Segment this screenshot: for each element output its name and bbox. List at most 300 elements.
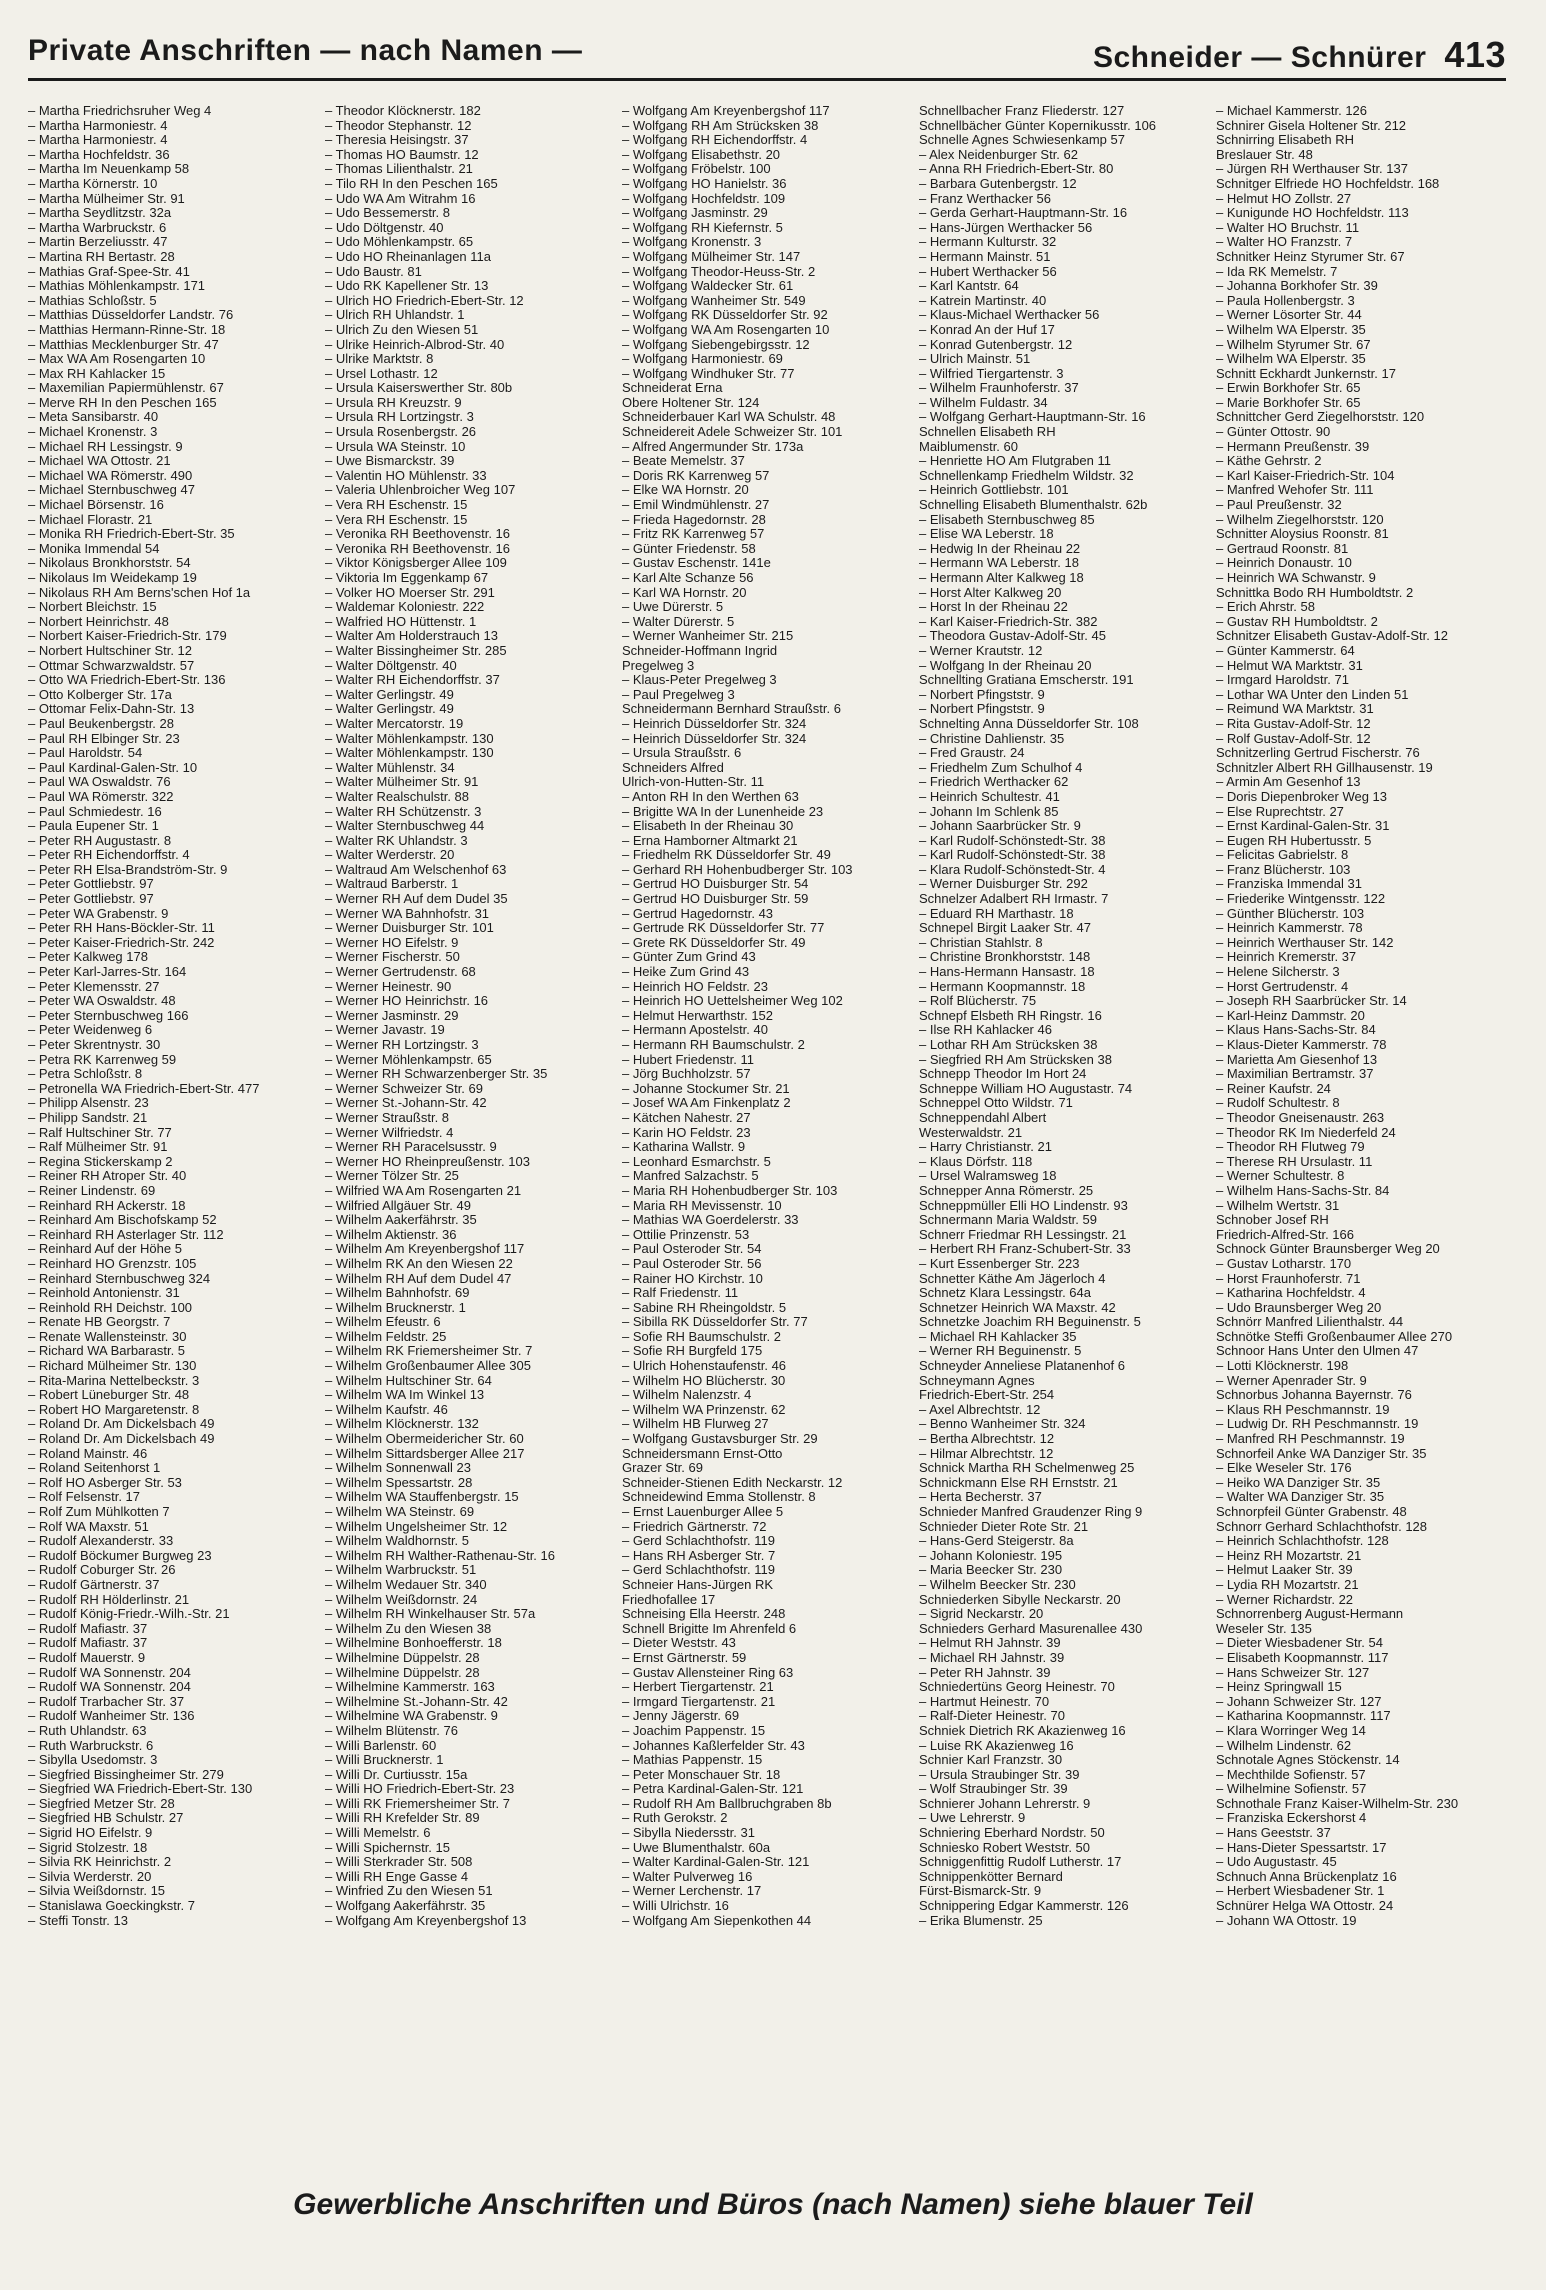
list-item: – Rudolf Wanheimer Str. 136 [28, 1709, 195, 1724]
list-item: – Wolfgang RK Düsseldorfer Str. 92 [622, 308, 828, 323]
list-item: – Herbert RH Franz-Schubert-Str. 33 [919, 1242, 1131, 1257]
list-item: – Werner Möhlenkampstr. 65 [325, 1052, 492, 1067]
list-item: – Willi RH Enge Gasse 4 [325, 1869, 469, 1884]
list-item: – Theresia Heisingstr. 37 [325, 133, 469, 148]
list-item: – Christine Dahlienstr. 35 [919, 731, 1065, 746]
list-item: – Lydia RH Mozartstr. 21 [1216, 1577, 1359, 1592]
list-item: – Horst Alter Kalkweg 20 [919, 585, 1062, 600]
list-item: Schnellenkamp Friedhelm Wildstr. 32 [919, 468, 1134, 483]
list-item: – Harry Christianstr. 21 [919, 1140, 1052, 1155]
list-item: – Max WA Am Rosengarten 10 [28, 352, 206, 367]
list-item: Schnell Brigitte Im Ahrenfeld 6 [622, 1621, 797, 1636]
list-item: – Martha Körnerstr. 10 [28, 176, 158, 191]
list-item: – Ida RK Memelstr. 7 [1216, 264, 1338, 279]
list-item: Schnermann Maria Waldstr. 59 [919, 1213, 1097, 1228]
list-item: – Werner Wanheimer Str. 215 [622, 629, 794, 644]
list-item: – Udo HO Rheinanlagen 11a [325, 249, 491, 264]
list-item: – Herta Becherstr. 37 [919, 1490, 1042, 1505]
list-item: Schneiders Alfred [622, 760, 724, 775]
list-item: – Klara Worringer Weg 14 [1216, 1723, 1366, 1738]
list-item: – Johann Koloniestr. 195 [919, 1548, 1063, 1563]
list-item: – Werner Duisburger Str. 101 [325, 921, 494, 936]
list-item: – Monika RH Friedrich-Ebert-Str. 35 [28, 527, 235, 542]
list-item: – Stanislawa Goeckingkstr. 7 [28, 1899, 195, 1914]
list-item: – Paul Preußenstr. 32 [1216, 498, 1342, 513]
list-item: Schnieders Gerhard Masurenallee 430 [919, 1621, 1143, 1636]
list-item: – Wilhelm Aakerfährstr. 35 [325, 1213, 477, 1228]
list-item: – Wilhelm RK Friemersheimer Str. 7 [325, 1344, 533, 1359]
list-item: – Vera RH Eschenstr. 15 [325, 498, 468, 513]
list-item: Schnoor Hans Unter den Ulmen 47 [1216, 1344, 1419, 1359]
list-item: – Lothar RH Am Strücksken 38 [919, 1038, 1098, 1052]
list-item: Pregelweg 3 [622, 658, 695, 673]
list-item: – Ursula Kaiserswerther Str. 80b [325, 381, 513, 396]
list-item: – Michael RH Lessingstr. 9 [28, 439, 183, 454]
list-item: – Martin Berzeliusstr. 47 [28, 235, 168, 250]
list-item: – Elisabeth Sternbuschweg 85 [919, 512, 1095, 527]
list-item: – Wilhelm RK An den Wiesen 22 [325, 1256, 513, 1271]
list-item: – Wilhelm Kaufstr. 46 [325, 1402, 448, 1417]
list-item: – Martina RH Bertastr. 28 [28, 249, 175, 264]
list-item: – Wilhelm Zu den Wiesen 38 [325, 1621, 492, 1636]
list-item: – Ulrike Marktstr. 8 [325, 352, 434, 367]
list-item: – Max RH Kahlacker 15 [28, 366, 166, 381]
list-item: Schnepp Theodor Im Hort 24 [919, 1067, 1087, 1082]
list-item: – Kurt Essenberger Str. 223 [919, 1256, 1080, 1271]
list-item: – Josef WA Am Finkenplatz 2 [622, 1096, 791, 1111]
list-item: – Walter WA Danziger Str. 35 [1216, 1490, 1385, 1505]
list-item: – Ursula RH Kreuzstr. 9 [325, 395, 462, 410]
list-item: Schniederken Sibylle Neckarstr. 20 [919, 1592, 1121, 1607]
list-item: – Udo Bessemerstr. 8 [325, 206, 450, 221]
list-item: – Marie Borkhofer Str. 65 [1216, 395, 1361, 410]
list-item: – Michael RH Kahlacker 35 [919, 1329, 1077, 1344]
list-item: Schnitzerling Gertrud Fischerstr. 76 [1216, 746, 1420, 761]
list-item: Schneidermann Bernhard Straußstr. 6 [622, 702, 841, 717]
list-item: – Norbert Hultschiner Str. 12 [28, 643, 193, 658]
list-item: Fürst-Bismarck-Str. 9 [919, 1884, 1042, 1899]
list-item: – Klaus-Dieter Kammerstr. 78 [1216, 1038, 1387, 1052]
list-item: – Rudolf Coburger Str. 26 [28, 1563, 176, 1578]
list-item: – Wilhelmine St.-Johann-Str. 42 [325, 1694, 508, 1709]
list-item: – Wolfgang Jasminstr. 29 [622, 206, 768, 221]
list-item: – Richard WA Barbarastr. 5 [28, 1344, 186, 1359]
list-item: – Werner Apenrader Str. 9 [1216, 1373, 1367, 1388]
list-item: – Sigrid Neckarstr. 20 [919, 1607, 1044, 1622]
list-item: – Willi Sterkrader Str. 508 [325, 1855, 473, 1870]
list-item: Schnürer Helga WA Ottostr. 24 [1216, 1899, 1394, 1914]
list-item: – Wilhelm Beecker Str. 230 [919, 1577, 1076, 1592]
list-item: – Heinrich Donaustr. 10 [1216, 556, 1352, 571]
list-item: – Klaus Dörfstr. 118 [919, 1154, 1033, 1169]
list-item: – Wolfgang WA Am Rosengarten 10 [622, 322, 830, 337]
list-item: – Rudolf RH Am Ballbruchgraben 8b [622, 1796, 832, 1811]
list-item: – Walter HO Franzstr. 7 [1216, 235, 1353, 250]
list-item: – Paul WA Römerstr. 322 [28, 789, 174, 804]
list-item: – Wilhelm Waldhornstr. 5 [325, 1534, 470, 1549]
list-item: – Felicitas Gabrielstr. 8 [1216, 848, 1349, 863]
list-item: – Johanne Stockumer Str. 21 [622, 1081, 790, 1096]
list-item: – Walter Pulverweg 16 [622, 1869, 753, 1884]
list-item: – Hans-Gerd Steigerstr. 8a [919, 1534, 1074, 1549]
list-item: – Konrad An der Huf 17 [919, 322, 1055, 337]
list-item: – Rudolf RH Hölderlinstr. 21 [28, 1592, 190, 1607]
list-item: – Wilhelm Obermeidericher Str. 60 [325, 1432, 524, 1447]
list-item: – Karl Rudolf-Schönstedt-Str. 38 [919, 833, 1106, 848]
list-item: – Hans Geeststr. 37 [1216, 1826, 1331, 1841]
list-item: – Uwe Dürerstr. 5 [622, 600, 724, 615]
list-item: – Otto Kolberger Str. 17a [28, 687, 172, 702]
list-item: – Karl Alte Schanze 56 [622, 571, 754, 585]
list-item: – Heinrich Kremerstr. 37 [1216, 950, 1357, 965]
list-item: – Reinhard RH Ackerstr. 18 [28, 1198, 186, 1213]
list-item: – Jenny Jägerstr. 69 [622, 1709, 740, 1724]
list-item: Schnetter Käthe Am Jägerloch 4 [919, 1271, 1106, 1286]
list-item: – Ulrich RH Uhlandstr. 1 [325, 308, 465, 323]
list-item: – Wilhelm Warbruckstr. 51 [325, 1563, 477, 1578]
list-item: – Katrein Martinstr. 40 [919, 293, 1047, 308]
list-item: – Viktoria Im Eggenkamp 67 [325, 571, 489, 585]
list-item: – Wilhelm Styrumer Str. 67 [1216, 337, 1371, 352]
list-item: Schnothale Franz Kaiser-Wilhelm-Str. 230 [1216, 1796, 1459, 1811]
list-item: – Sofie RH Burgfeld 175 [622, 1344, 763, 1359]
list-item: – Norbert Bleichstr. 15 [28, 600, 157, 615]
list-item: – Karl Rudolf-Schönstedt-Str. 38 [919, 848, 1106, 863]
list-item: – Wilhelm Brucknerstr. 1 [325, 1300, 466, 1315]
list-item: – Maria RH Mevissenstr. 10 [622, 1198, 782, 1213]
list-item: – Siegfried Bissingheimer Str. 279 [28, 1767, 224, 1782]
list-item: – Wilfried WA Am Rosengarten 21 [325, 1183, 522, 1198]
list-item: – Uwe Lehrerstr. 9 [919, 1811, 1026, 1826]
list-item: – Ilse RH Kahlacker 46 [919, 1023, 1052, 1038]
list-item: – Wolfgang Mülheimer Str. 147 [622, 249, 801, 264]
list-item: – Norbert Pfingststr. 9 [919, 687, 1045, 702]
list-item: Westerwaldstr. 21 [919, 1125, 1023, 1140]
list-item: – Sibylla Usedomstr. 3 [28, 1753, 158, 1768]
list-item: – Siegfried HB Schulstr. 27 [28, 1811, 184, 1826]
list-item: – Wolfgang In der Rheinau 20 [919, 658, 1092, 673]
list-item: – Joachim Pappenstr. 15 [622, 1723, 766, 1738]
list-item: – Heinrich Schlachthofstr. 128 [1216, 1534, 1389, 1549]
list-item: – Rolf WA Maxstr. 51 [28, 1519, 149, 1534]
list-item: – Peter RH Augustastr. 8 [28, 833, 172, 848]
list-item: – Reinhard RH Asterlager Str. 112 [28, 1227, 224, 1242]
list-item: Schnörr Manfred Lilienthalstr. 44 [1216, 1315, 1404, 1330]
list-item: – Paul Schmiedestr. 16 [28, 804, 162, 819]
list-item: – Wilhelm Ziegelhorststr. 120 [1216, 512, 1384, 527]
list-item: – Willi HO Friedrich-Ebert-Str. 23 [325, 1782, 515, 1797]
list-item: – Werner Heinestr. 90 [325, 979, 452, 994]
list-item: – Wilhelm Feldstr. 25 [325, 1329, 447, 1344]
running-title: Private Anschriften — nach Namen — [28, 34, 583, 67]
list-item: – Peter RH Hans-Böckler-Str. 11 [28, 921, 215, 936]
list-item: Schnieder Manfred Graudenzer Ring 9 [919, 1505, 1143, 1519]
list-item: – Peter WA Oswaldstr. 48 [28, 994, 176, 1009]
list-item: – Theodor RH Flutweg 79 [1216, 1140, 1365, 1155]
list-item: Schnorpfeil Günter Grabenstr. 48 [1216, 1505, 1407, 1519]
list-item: – Brigitte WA In der Lunenheide 23 [622, 804, 824, 819]
list-item: – Walter HO Bruchstr. 11 [1216, 220, 1360, 235]
list-item: – Gerd Schlachthofstr. 119 [622, 1534, 775, 1549]
list-item: – Karl-Heinz Dammstr. 20 [1216, 1008, 1365, 1023]
list-item: – Peter Skrentnystr. 30 [28, 1038, 161, 1052]
list-item: – Ottilie Prinzenstr. 53 [622, 1227, 750, 1242]
list-item: – Werner Wilfriedstr. 4 [325, 1125, 454, 1140]
list-item: – Ernst Kardinal-Galen-Str. 31 [1216, 819, 1390, 834]
list-item: – Hubert Friedenstr. 11 [622, 1052, 754, 1067]
list-item: – Wilhelm Wertstr. 31 [1216, 1198, 1340, 1213]
list-item: – Werner Tölzer Str. 25 [325, 1169, 459, 1184]
list-item: – Rudolf Mauerstr. 9 [28, 1650, 146, 1665]
list-item: – Heinrich Kammerstr. 78 [1216, 921, 1363, 936]
list-item: – Roland Mainstr. 46 [28, 1446, 148, 1461]
list-item: Schniesko Robert Weststr. 50 [919, 1840, 1091, 1855]
list-item: – Wilhelm Aktienstr. 36 [325, 1227, 457, 1242]
list-item: – Benno Wanheimer Str. 324 [919, 1417, 1086, 1432]
list-item: – Hans-Dieter Spessartstr. 17 [1216, 1840, 1387, 1855]
list-item: – Monika Immendal 54 [28, 541, 160, 556]
list-item: – Heinz RH Mozartstr. 21 [1216, 1548, 1362, 1563]
list-item: – Christine Bronkhorststr. 148 [919, 950, 1091, 965]
list-item: – Joseph RH Saarbrücker Str. 14 [1216, 994, 1407, 1009]
list-item: – Ulrich Zu den Wiesen 51 [325, 322, 479, 337]
list-item: – Siegfried RH Am Strücksken 38 [919, 1052, 1112, 1067]
list-item: – Martha Harmoniestr. 4 [28, 133, 168, 148]
list-item: – Wilhelm WA Prinzenstr. 62 [622, 1402, 786, 1417]
page-number: 413 [1444, 34, 1506, 75]
list-item: – Helmut HO Zollstr. 27 [1216, 191, 1352, 206]
list-item: – Friedhelm Zum Schulhof 4 [919, 760, 1083, 775]
list-item: – Martha Harmoniestr. 4 [28, 118, 168, 133]
list-item: – Martha Mülheimer Str. 91 [28, 191, 185, 206]
list-item: – Wolfgang Am Kreyenbergshof 117 [622, 104, 830, 118]
list-item: – Wilhelmine Düppelstr. 28 [325, 1665, 480, 1680]
list-item: – Ulrich Mainstr. 51 [919, 352, 1031, 367]
list-item: – Peter WA Grabenstr. 9 [28, 906, 169, 921]
list-item: – Werner HO Heinrichstr. 16 [325, 994, 489, 1009]
list-item: – Valentin HO Mühlenstr. 33 [325, 468, 487, 483]
list-item: Grazer Str. 69 [622, 1461, 703, 1476]
list-item: – Wolfgang Kronenstr. 3 [622, 235, 762, 250]
list-item: – Hans-Jürgen Werthacker 56 [919, 220, 1093, 235]
list-item: – Renate HB Georgstr. 7 [28, 1315, 171, 1330]
list-item: – Theodora Gustav-Adolf-Str. 45 [919, 629, 1106, 644]
list-item: – Willi RH Krefelder Str. 89 [325, 1811, 480, 1826]
list-item: – Michael Sternbuschweg 47 [28, 483, 195, 498]
list-item: – Ralf Mülheimer Str. 91 [28, 1140, 168, 1155]
list-item: Schnitt Eckhardt Junkernstr. 17 [1216, 366, 1396, 381]
list-item: – Thomas HO Baumstr. 12 [325, 147, 479, 162]
list-item: – Ottomar Felix-Dahn-Str. 13 [28, 702, 195, 717]
list-item: – Nikolaus Im Weidekamp 19 [28, 571, 197, 585]
list-item: – Wilhelm Hans-Sachs-Str. 84 [1216, 1183, 1390, 1198]
list-item: – Petronella WA Friedrich-Ebert-Str. 477 [28, 1081, 260, 1096]
list-item: – Wilhelm WA Stauffenbergstr. 15 [325, 1490, 519, 1505]
list-item: – Günter Zum Grind 43 [622, 950, 756, 965]
list-item: – Rainer HO Kirchstr. 10 [622, 1271, 763, 1286]
list-item: Schnitzler Albert RH Gillhausenstr. 19 [1216, 760, 1433, 775]
column-1 [28, 104, 315, 2154]
list-item: Schniek Dietrich RK Akazienweg 16 [919, 1723, 1126, 1738]
list-item: Schnorfeil Anke WA Danziger Str. 35 [1216, 1446, 1427, 1461]
list-item: – Rolf Zum Mühlkotten 7 [28, 1505, 170, 1519]
list-item: – Irmgard Haroldstr. 71 [1216, 673, 1349, 688]
list-item: – Tilo RH In den Peschen 165 [325, 176, 498, 191]
list-item: – Walter Werderstr. 20 [325, 848, 455, 863]
list-item: – Hermann Apostelstr. 40 [622, 1023, 768, 1038]
list-item: – Reinhold RH Deichstr. 100 [28, 1300, 193, 1315]
list-item: – Steffi Tonstr. 13 [28, 1913, 128, 1928]
list-item: – Mathias Schloßstr. 5 [28, 293, 157, 308]
list-item: – Norbert Pfingststr. 9 [919, 702, 1045, 717]
list-item: – Hermann Alter Kalkweg 18 [919, 571, 1084, 585]
list-item: Schneising Ella Heerstr. 248 [622, 1607, 786, 1622]
list-item: – Regina Stickerskamp 2 [28, 1154, 173, 1169]
list-item: – Rolf HO Asberger Str. 53 [28, 1475, 182, 1490]
list-item: – Konrad Gutenbergstr. 12 [919, 337, 1073, 352]
list-item: – Silvia Weißdornstr. 15 [28, 1884, 166, 1899]
list-item: – Franziska Eckershorst 4 [1216, 1811, 1367, 1826]
list-item: – Reiner Kaufstr. 24 [1216, 1081, 1331, 1096]
list-item: – Manfred Wehofer Str. 111 [1216, 483, 1374, 498]
list-item: – Reinhard Am Bischofskamp 52 [28, 1213, 217, 1228]
list-item: – Henriette HO Am Flutgraben 11 [919, 454, 1111, 469]
list-item: – Hermann Mainstr. 51 [919, 249, 1051, 264]
list-item: Schniering Eberhard Nordstr. 50 [919, 1826, 1105, 1841]
list-item: – Sigrid Stolzestr. 18 [28, 1840, 148, 1855]
list-item: Schneppe William HO Augustastr. 74 [919, 1081, 1133, 1096]
list-item: – Gertrud HO Duisburger Str. 54 [622, 877, 809, 892]
list-item: – Heinrich HO Feldstr. 23 [622, 979, 768, 994]
list-item: – Karl WA Hornstr. 20 [622, 585, 747, 600]
list-item: – Ursula Straubinger Str. 39 [919, 1767, 1080, 1782]
list-item: – Heike Zum Grind 43 [622, 965, 750, 980]
list-item: Schneppmüller Elli HO Lindenstr. 93 [919, 1198, 1128, 1213]
list-item: – Wolfgang HO Hanielstr. 36 [622, 176, 787, 191]
list-item: – Wilhelm Ungelsheimer Str. 12 [325, 1519, 508, 1534]
list-item: – Walter Möhlenkampstr. 130 [325, 746, 494, 761]
list-item: – Doris RK Karrenweg 57 [622, 468, 770, 483]
list-item: – Klaus-Michael Werthacker 56 [919, 308, 1100, 323]
list-item: – Kunigunde HO Hochfeldstr. 113 [1216, 206, 1409, 221]
list-item: – Heinrich Werthauser Str. 142 [1216, 935, 1394, 950]
list-item: – Manfred RH Peschmannstr. 19 [1216, 1432, 1405, 1447]
list-item: Breslauer Str. 48 [1216, 147, 1313, 162]
list-item: – Wolfgang Gustavsburger Str. 29 [622, 1432, 818, 1447]
list-item: – Richard Mülheimer Str. 130 [28, 1359, 197, 1374]
list-item: Schneider-Hoffmann Ingrid [622, 643, 778, 658]
list-item: – Frieda Hagedornstr. 28 [622, 512, 766, 527]
list-item: – Günter Friedenstr. 58 [622, 541, 756, 556]
list-item: – Wilhelm HO Blücherstr. 30 [622, 1373, 786, 1388]
list-item: – Käthe Gehrstr. 2 [1216, 454, 1322, 469]
list-item: – Mathias WA Goerdelerstr. 33 [622, 1213, 799, 1228]
list-item: – Willi RK Friemersheimer Str. 7 [325, 1796, 510, 1811]
list-item: – Wilhelm Wedauer Str. 340 [325, 1577, 487, 1592]
list-item: – Matthias Mecklenburger Str. 47 [28, 337, 219, 352]
list-item: – Hans-Hermann Hansastr. 18 [919, 965, 1095, 980]
list-item: – Else Ruprechtstr. 27 [1216, 804, 1344, 819]
list-item: – Wilhelm Fuldastr. 34 [919, 395, 1048, 410]
name-range: Schneider — Schnürer [1092, 41, 1427, 74]
list-item: – Uwe Bismarckstr. 39 [325, 454, 455, 469]
list-item: – Ruth Gerokstr. 2 [622, 1811, 728, 1826]
list-item: – Rudolf Schultestr. 8 [1216, 1096, 1340, 1111]
list-item: – Norbert Heinrichstr. 48 [28, 614, 169, 629]
list-item: – Anton RH In den Werthen 63 [622, 789, 799, 804]
list-item: – Wilhelm Bahnhofstr. 69 [325, 1286, 470, 1301]
header-rule [28, 78, 1506, 81]
list-item: – Willi Spichernstr. 15 [325, 1840, 450, 1855]
list-item: – Karin HO Feldstr. 23 [622, 1125, 751, 1140]
list-item: – Wolfgang Am Siepenkothen 44 [622, 1913, 812, 1928]
list-item: – Therese RH Ursulastr. 11 [1216, 1154, 1373, 1169]
list-item: – Manfred Salzachstr. 5 [622, 1169, 759, 1184]
list-item: – Martha Seydlitzstr. 32a [28, 206, 172, 221]
list-item: – Elise WA Leberstr. 18 [919, 527, 1054, 542]
list-item: – Ulrike Heinrich-Albrod-Str. 40 [325, 337, 505, 352]
list-item: – Rudolf WA Sonnenstr. 204 [28, 1665, 191, 1680]
list-item: – Wilhelm HB Flurweg 27 [622, 1417, 769, 1432]
list-item: – Wilhelm Weißdornstr. 24 [325, 1592, 478, 1607]
list-item: – Waltraud Am Welschenhof 63 [325, 862, 507, 877]
list-item: – Grete RK Düsseldorfer Str. 49 [622, 935, 806, 950]
list-item: – Paul Beukenbergstr. 28 [28, 716, 174, 731]
list-item: – Herbert Tiergartenstr. 21 [622, 1680, 774, 1695]
list-item: – Rudolf WA Sonnenstr. 204 [28, 1680, 191, 1695]
column-4 [919, 104, 1206, 2154]
list-item: Schnorrenberg August-Hermann [1216, 1607, 1404, 1622]
list-item: – Wilhelmine WA Grabenstr. 9 [325, 1709, 498, 1724]
list-item: – Werner Straußstr. 8 [325, 1110, 450, 1125]
list-item: – Ulrich HO Friedrich-Ebert-Str. 12 [325, 293, 524, 308]
list-item: Schnötke Steffi Großenbaumer Allee 270 [1216, 1329, 1453, 1344]
list-item: – Rita Gustav-Adolf-Str. 12 [1216, 716, 1371, 731]
list-item: – Wolfgang Wanheimer Str. 549 [622, 293, 806, 308]
list-item: – Petra Schloßstr. 8 [28, 1067, 143, 1082]
list-item: – Erna Hamborner Altmarkt 21 [622, 833, 798, 848]
list-item: – Udo RK Kapellener Str. 13 [325, 279, 489, 294]
list-item: – Mathias Pappenstr. 15 [622, 1753, 763, 1768]
list-item: – Werner St.-Johann-Str. 42 [325, 1096, 487, 1111]
list-item: Schnepper Anna Römerstr. 25 [919, 1183, 1094, 1198]
column-5 [1216, 104, 1503, 2154]
list-item: – Wilhelm Fraunhoferstr. 37 [919, 381, 1079, 396]
list-item: – Gerd Schlachthofstr. 119 [622, 1563, 775, 1578]
list-item: – Hubert Werthacker 56 [919, 264, 1057, 279]
list-item: – Franziska Immendal 31 [1216, 877, 1362, 892]
list-item: Schnelling Elisabeth Blumenthalstr. 62b [919, 498, 1148, 513]
list-item: – Johannes Kaßlerfelder Str. 43 [622, 1738, 805, 1753]
list-item: – Hans Schweizer Str. 127 [1216, 1665, 1370, 1680]
list-item: Schnorr Gerhard Schlachthofstr. 128 [1216, 1519, 1428, 1534]
list-item: – Wolfgang Harmoniestr. 69 [622, 352, 783, 367]
list-item: Schnieder Dieter Rote Str. 21 [919, 1519, 1089, 1534]
list-item: Schnelle Agnes Schwiesenkamp 57 [919, 133, 1125, 148]
list-item: – Winfried Zu den Wiesen 51 [325, 1884, 493, 1899]
list-item: – Peter Karl-Jarres-Str. 164 [28, 965, 187, 980]
list-item: – Paul Osteroder Str. 56 [622, 1256, 762, 1271]
list-item: – Paul Haroldstr. 54 [28, 746, 143, 761]
list-item: – Roland Dr. Am Dickelsbach 49 [28, 1417, 215, 1432]
list-item: – Alfred Angermunder Str. 173a [622, 439, 804, 454]
list-item: – Michael WA Römerstr. 490 [28, 468, 193, 483]
list-item: – Ursel Lothastr. 12 [325, 366, 438, 381]
list-item: – Werner Fischerstr. 50 [325, 950, 460, 965]
list-item: – Peter RH Jahnstr. 39 [919, 1665, 1051, 1680]
list-item: – Luise RK Akazienweg 16 [919, 1738, 1074, 1753]
list-item: – Rudolf König-Friedr.-Wilh.-Str. 21 [28, 1607, 230, 1622]
